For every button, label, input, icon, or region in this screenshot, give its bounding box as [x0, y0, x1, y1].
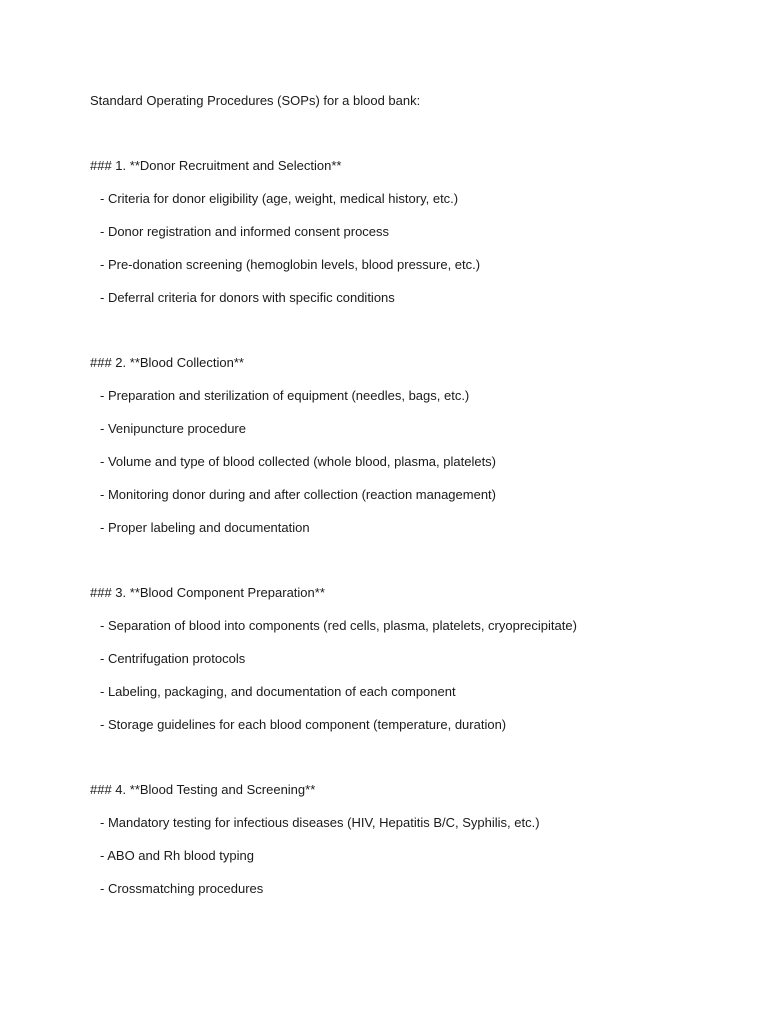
section-heading: ### 3. **Blood Component Preparation**	[90, 585, 325, 600]
section-donor-recruitment	[90, 157, 730, 306]
list-item: - Separation of blood into components (red cells, plasma, platelets, cryoprecipitate)	[100, 618, 577, 633]
section-testing-screening	[90, 781, 730, 897]
list-item: - Preparation and sterilization of equipment (needles, bags, etc.)	[100, 388, 470, 403]
list-item: - Crossmatching procedures	[100, 881, 264, 896]
list-item: - Venipuncture procedure	[100, 421, 246, 436]
list-item: - Centrifugation protocols	[100, 651, 246, 666]
document-intro: Standard Operating Procedures (SOPs) for a blood bank:	[90, 93, 421, 108]
document-body	[90, 92, 730, 945]
list-item: - Pre-donation screening (hemoglobin levels, blood pressure, etc.)	[100, 257, 481, 272]
list-item: - Labeling, packaging, and documentation of each component	[100, 684, 456, 699]
list-item: - ABO and Rh blood typing	[100, 848, 254, 863]
list-item: - Deferral criteria for donors with specific conditions	[100, 290, 395, 305]
list-item: - Mandatory testing for infectious diseases (HIV, Hepatitis B/C, Syphilis, etc.)	[100, 815, 540, 830]
list-item: - Donor registration and informed consent process	[100, 224, 390, 239]
section-blood-collection	[90, 354, 730, 536]
section-component-preparation	[90, 584, 730, 733]
list-item: - Volume and type of blood collected (whole blood, plasma, platelets)	[100, 454, 497, 469]
list-item: - Storage guidelines for each blood component (temperature, duration)	[100, 717, 507, 732]
section-heading: ### 1. **Donor Recruitment and Selection**	[90, 158, 342, 173]
section-heading: ### 2. **Blood Collection**	[90, 355, 244, 370]
list-item: - Criteria for donor eligibility (age, weight, medical history, etc.)	[100, 191, 459, 206]
list-item: - Monitoring donor during and after collection (reaction management)	[100, 487, 496, 502]
section-heading: ### 4. **Blood Testing and Screening**	[90, 782, 316, 797]
list-item: - Proper labeling and documentation	[100, 520, 310, 535]
